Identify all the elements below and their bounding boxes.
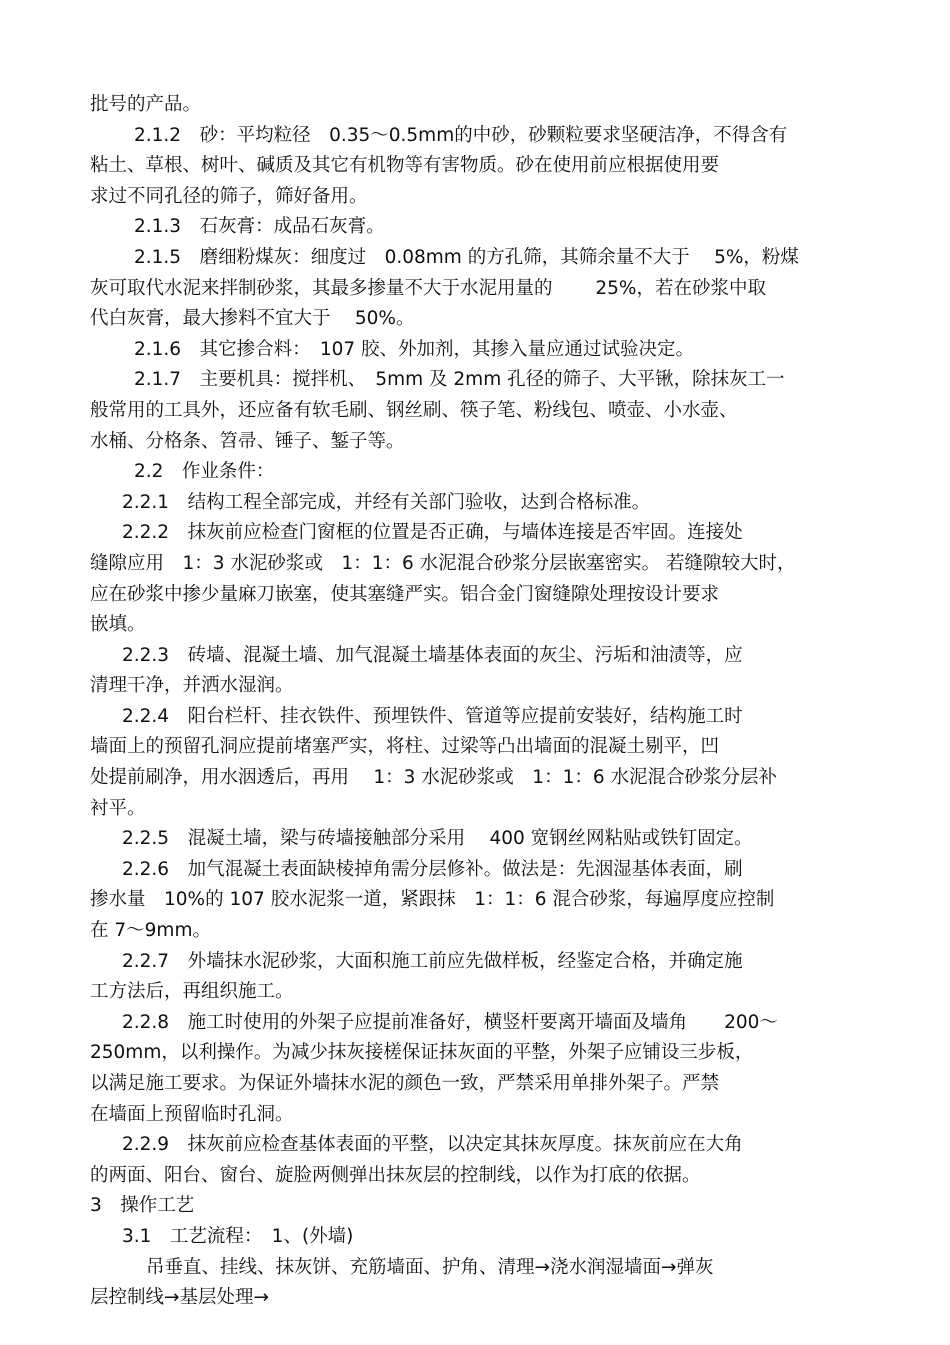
- text-line: 以满足施工要求。为保证外墙抹水泥的颜色一致，严禁采用单排外架子。严禁: [90, 1073, 720, 1094]
- text-line: 2.2.6 加气混凝土表面缺棱掉角需分层修补。做法是：先洇湿基体表面，刷: [122, 858, 743, 880]
- text-line: 代白灰膏，最大掺料不宜大于 50%。: [90, 308, 415, 330]
- text-line: 2.2.4 阳台栏杆、挂衣铁件、预埋铁件、管道等应提前安装好，结构施工时: [122, 705, 743, 727]
- text-line: 250mm，以利操作。为减少抹灰接槎保证抹灰面的平整，外架子应铺设三步板，: [90, 1042, 754, 1064]
- text-line: 层控制线→基层处理→: [90, 1287, 270, 1309]
- text-line: 2.2 作业条件：: [134, 461, 275, 483]
- text-line: 缝隙应用 1：3 水泥砂浆或 1：1：6 水泥混合砂浆分层嵌塞密实。 若缝隙较大时，: [90, 552, 796, 574]
- text-line: 2.2.3 砖墙、混凝土墙、加气混凝土墙基体表面的灰尘、污垢和油渍等，应: [122, 644, 743, 666]
- text-line: 处提前刷净，用水洇透后，再用 1：3 水泥砂浆或 1：1：6 水泥混合砂浆分层补: [90, 767, 777, 789]
- text-line: 衬平。: [90, 797, 146, 819]
- text-line: 2.1.2 砂：平均粒径 0.35～0.5mm的中砂，砂颗粒要求坚硬洁净，不得含有: [134, 124, 788, 146]
- text-line: 2.2.5 混凝土墙，梁与砖墙接触部分采用 400 宽钢丝网粘贴或铁钉固定。: [122, 828, 753, 850]
- text-line: 求过不同孔径的筛子，筛好备用。: [90, 185, 368, 207]
- text-line: 的两面、阳台、窗台、旋脸两侧弹出抹灰层的控制线，以作为打底的依据。: [90, 1164, 701, 1186]
- text-line: 2.2.2 抹灰前应检查门窗框的位置是否正确，与墙体连接是否牢固。连接处: [122, 522, 743, 544]
- text-line: 清理干净，并洒水湿润。: [90, 675, 294, 697]
- section-heading: 3 操作工艺: [90, 1195, 195, 1217]
- text-line: 灰可取代水泥来拌制砂浆，其最多掺量不大于水泥用量的 25%，若在砂浆中取: [90, 277, 767, 299]
- text-line: 2.2.1 结构工程全部完成，并经有关部门验收，达到合格标准。: [122, 491, 651, 513]
- text-line: 批号的产品。: [90, 94, 202, 115]
- text-line: 2.1.7 主要机具：搅拌机、 5mm 及 2mm 孔径的筛子、大平锹，除抹灰工一: [134, 369, 785, 391]
- text-line: 3.1 工艺流程： 1、(外墙): [122, 1225, 354, 1247]
- text-line: 嵌填。: [90, 614, 146, 636]
- text-line: 2.2.8 施工时使用的外架子应提前准备好，横竖杆要离开墙面及墙角 200～: [122, 1011, 778, 1033]
- text-line: 吊垂直、挂线、抹灰饼、充筋墙面、护角、清理→浇水润湿墙面→弹灰: [146, 1256, 714, 1278]
- text-line: 墙面上的预留孔洞应提前堵塞严实，将柱、过梁等凸出墙面的混凝土剔平，凹: [90, 736, 720, 758]
- text-line: 2.1.6 其它掺合料： 107 胶、外加剂，其掺入量应通过试验决定。: [134, 338, 695, 360]
- text-line: 在墙面上预留临时孔洞。: [90, 1103, 294, 1125]
- text-line: 掺水量 10%的 107 胶水泥浆一道，紧跟抹 1：1：6 混合砂浆，每遍厚度应控制: [90, 889, 775, 911]
- text-line: 粘土、草根、树叶、碱质及其它有机物等有害物质。砂在使用前应根据使用要: [90, 155, 720, 177]
- text-line: 般常用的工具外，还应备有软毛刷、钢丝刷、筷子笔、粉线包、喷壶、小水壶、: [90, 399, 738, 421]
- text-line: 在 7～9mm。: [90, 920, 211, 942]
- text-line: 2.2.9 抹灰前应检查基体表面的平整，以决定其抹灰厚度。抹灰前应在大角: [122, 1134, 743, 1156]
- text-line: 2.2.7 外墙抹水泥砂浆，大面积施工前应先做样板，经鉴定合格，并确定施: [122, 950, 743, 972]
- text-line: 应在砂浆中掺少量麻刀嵌塞，使其塞缝严实。铝合金门窗缝隙处理按设计要求: [90, 583, 720, 605]
- text-line: 2.1.3 石灰膏：成品石灰膏。: [134, 216, 385, 238]
- text-line: 工方法后，再组织施工。: [90, 981, 294, 1003]
- text-line: 2.1.5 磨细粉煤灰：细度过 0.08mm 的方孔筛，其筛余量不大于 5%，粉煤: [134, 246, 799, 268]
- document-body: [90, 90, 870, 1314]
- text-line: 水桶、分格条、笤帚、锤子、錾子等。: [90, 430, 405, 452]
